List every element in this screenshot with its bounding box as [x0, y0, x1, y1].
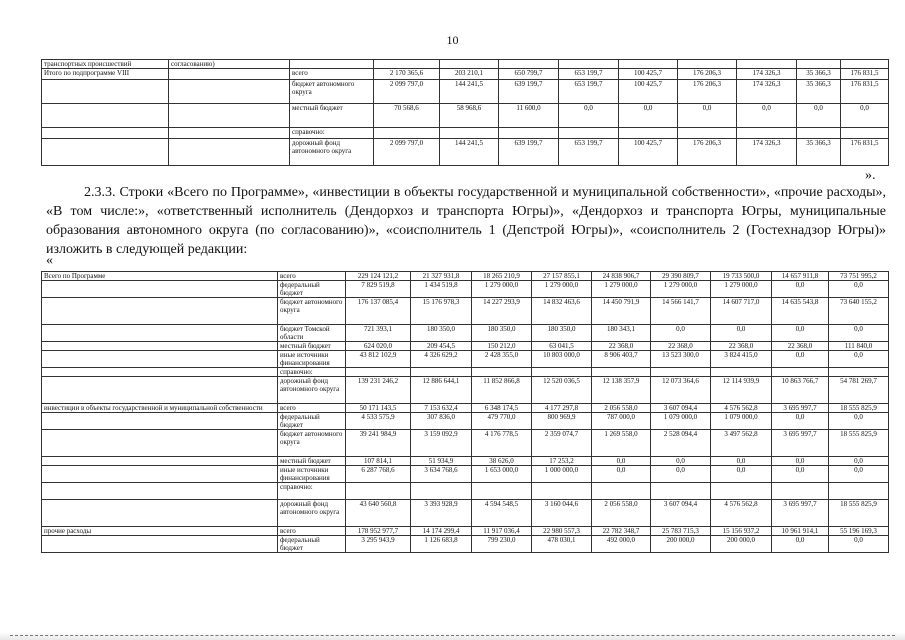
value-cell: 4 326 629,2	[411, 351, 472, 368]
value-cell: 3 695 997,7	[772, 430, 829, 457]
value-cell: 63 041,5	[532, 342, 592, 351]
value-cell: 73 751 995,2	[829, 272, 889, 281]
value-cell	[772, 483, 829, 500]
scan-bottom-edge	[0, 632, 905, 640]
value-cell: 200 000,0	[651, 536, 711, 553]
value-cell: 51 934,9	[411, 457, 472, 466]
value-cell	[737, 60, 797, 69]
funding-source-cell	[290, 60, 374, 69]
value-cell: 58 968,6	[440, 104, 499, 128]
value-cell	[829, 368, 889, 377]
value-cell: 1 279 000,0	[472, 281, 532, 298]
value-cell: 4 176 778,5	[472, 430, 532, 457]
value-cell: 0,0	[841, 104, 889, 128]
value-cell	[651, 483, 711, 500]
funding-source-cell: справочно:	[278, 483, 346, 500]
value-cell: 18 265 210,9	[472, 272, 532, 281]
row-note-cell: согласованию)	[169, 60, 290, 69]
value-cell	[559, 60, 619, 69]
row-title-cell	[42, 483, 278, 500]
value-cell: 3 497 562,8	[711, 430, 772, 457]
row-note-cell	[169, 104, 290, 128]
value-cell: 3 634 768,6	[411, 466, 472, 483]
value-cell: 6 287 768,6	[346, 466, 411, 483]
funding-source-cell: федеральный бюджет	[278, 281, 346, 298]
value-cell: 3 824 415,0	[711, 351, 772, 368]
funding-source-cell: дорожный фонд автономного округа	[278, 377, 346, 404]
value-cell: 176 831,5	[841, 69, 889, 80]
subprogram-viii-table	[41, 59, 889, 166]
value-cell	[841, 128, 889, 139]
row-title-cell	[42, 139, 169, 166]
value-cell: 3 607 094,4	[651, 404, 711, 413]
value-cell: 27 157 855,1	[532, 272, 592, 281]
value-cell	[346, 483, 411, 500]
value-cell: 1 279 000,0	[592, 281, 651, 298]
value-cell	[797, 60, 841, 69]
closing-quote: ».	[865, 168, 876, 183]
value-cell: 0,0	[772, 536, 829, 553]
value-cell: 0,0	[829, 281, 889, 298]
value-cell: 0,0	[619, 104, 678, 128]
value-cell: 176 206,3	[678, 69, 737, 80]
funding-source-cell: федеральный бюджет	[278, 413, 346, 430]
value-cell: 22 368,0	[711, 342, 772, 351]
value-cell: 107 814,1	[346, 457, 411, 466]
table-row	[42, 325, 889, 342]
value-cell: 229 124 121,2	[346, 272, 411, 281]
value-cell: 22 368,0	[651, 342, 711, 351]
value-cell	[411, 368, 472, 377]
value-cell	[440, 128, 499, 139]
value-cell: 0,0	[829, 536, 889, 553]
value-cell: 4 177 297,8	[532, 404, 592, 413]
value-cell: 4 576 562,8	[711, 500, 772, 527]
table-row	[42, 377, 889, 404]
value-cell: 2 428 355,0	[472, 351, 532, 368]
value-cell: 0,0	[772, 351, 829, 368]
value-cell: 0,0	[592, 466, 651, 483]
value-cell: 3 159 092,9	[411, 430, 472, 457]
value-cell: 1 434 519,8	[411, 281, 472, 298]
table-row	[42, 368, 889, 377]
value-cell: 100 425,7	[619, 139, 678, 166]
value-cell: 14 450 791,9	[592, 298, 651, 325]
value-cell: 0,0	[772, 413, 829, 430]
value-cell: 14 566 141,7	[651, 298, 711, 325]
value-cell: 1 279 000,0	[651, 281, 711, 298]
value-cell: 174 326,3	[737, 69, 797, 80]
value-cell	[711, 483, 772, 500]
value-cell: 8 906 403,7	[592, 351, 651, 368]
value-cell	[737, 128, 797, 139]
table-row	[42, 466, 889, 483]
funding-source-cell: местный бюджет	[278, 342, 346, 351]
value-cell	[346, 368, 411, 377]
value-cell	[711, 368, 772, 377]
value-cell: 0,0	[829, 457, 889, 466]
value-cell: 653 199,7	[559, 80, 619, 104]
value-cell	[619, 60, 678, 69]
table-row	[42, 483, 889, 500]
value-cell: 11 852 866,8	[472, 377, 532, 404]
value-cell: 0,0	[772, 325, 829, 342]
row-title-cell	[42, 128, 169, 139]
value-cell: 0,0	[592, 457, 651, 466]
funding-source-cell: бюджет автономного округа	[278, 298, 346, 325]
value-cell: 43 640 560,8	[346, 500, 411, 527]
table-row	[42, 500, 889, 527]
value-cell: 174 326,3	[737, 139, 797, 166]
table-row	[42, 404, 889, 413]
value-cell	[559, 128, 619, 139]
funding-source-cell: справочно:	[290, 128, 374, 139]
value-cell: 1 079 000,0	[651, 413, 711, 430]
value-cell: 2 056 558,0	[592, 404, 651, 413]
value-cell: 14 227 293,9	[472, 298, 532, 325]
value-cell: 176 831,5	[841, 80, 889, 104]
value-cell	[829, 483, 889, 500]
table-row	[42, 413, 889, 430]
value-cell: 14 832 463,6	[532, 298, 592, 325]
value-cell: 3 695 997,7	[772, 404, 829, 413]
value-cell: 0,0	[651, 457, 711, 466]
funding-source-cell: дорожный фонд автономного округа	[278, 500, 346, 527]
value-cell: 4 533 575,9	[346, 413, 411, 430]
table-row	[42, 272, 889, 281]
value-cell: 180 343,1	[592, 325, 651, 342]
table-row	[42, 298, 889, 325]
value-cell: 15 156 937,2	[711, 527, 772, 536]
value-cell: 100 425,7	[619, 80, 678, 104]
value-cell: 150 212,0	[472, 342, 532, 351]
funding-source-cell: всего	[290, 69, 374, 80]
value-cell: 13 523 300,0	[651, 351, 711, 368]
value-cell: 2 056 558,0	[592, 500, 651, 527]
value-cell: 2 170 365,6	[374, 69, 440, 80]
table-row	[42, 69, 889, 80]
row-title-cell	[42, 298, 278, 325]
value-cell: 4 576 562,8	[711, 404, 772, 413]
value-cell: 11 600,0	[499, 104, 559, 128]
value-cell: 21 327 931,8	[411, 272, 472, 281]
row-title-cell	[42, 413, 278, 430]
funding-source-cell: дорожный фонд автономного округа	[290, 139, 374, 166]
value-cell: 1 279 000,0	[711, 281, 772, 298]
funding-source-cell: всего	[278, 404, 346, 413]
page-number: 10	[446, 33, 459, 47]
row-title-cell	[42, 368, 278, 377]
value-cell: 176 206,3	[678, 80, 737, 104]
value-cell: 0,0	[772, 457, 829, 466]
row-title-cell	[42, 325, 278, 342]
value-cell: 0,0	[651, 466, 711, 483]
value-cell: 650 799,7	[499, 69, 559, 80]
value-cell: 12 114 939,9	[711, 377, 772, 404]
value-cell: 800 969,9	[532, 413, 592, 430]
table-row	[42, 351, 889, 368]
value-cell: 12 886 644,1	[411, 377, 472, 404]
value-cell: 10 803 000,0	[532, 351, 592, 368]
value-cell: 0,0	[678, 104, 737, 128]
value-cell: 12 073 364,6	[651, 377, 711, 404]
value-cell: 0,0	[772, 281, 829, 298]
value-cell: 7 829 519,8	[346, 281, 411, 298]
value-cell: 29 390 809,7	[651, 272, 711, 281]
value-cell: 6 348 174,5	[472, 404, 532, 413]
value-cell: 14 174 299,4	[411, 527, 472, 536]
value-cell: 1 126 683,8	[411, 536, 472, 553]
value-cell: 180 350,0	[411, 325, 472, 342]
value-cell: 0,0	[651, 325, 711, 342]
value-cell	[678, 60, 737, 69]
value-cell: 22 368,0	[772, 342, 829, 351]
value-cell	[532, 368, 592, 377]
table-row	[42, 457, 889, 466]
value-cell: 3 160 044,6	[532, 500, 592, 527]
value-cell: 2 099 797,0	[374, 80, 440, 104]
row-title-cell	[42, 457, 278, 466]
value-cell	[651, 368, 711, 377]
table-row	[42, 104, 889, 128]
value-cell: 624 020,0	[346, 342, 411, 351]
row-title-cell: инвестиции в объекты государственной и муниципальной собственности	[42, 404, 278, 413]
value-cell	[374, 60, 440, 69]
value-cell: 11 917 036,4	[472, 527, 532, 536]
row-note-cell	[169, 139, 290, 166]
value-cell: 1 269 558,0	[592, 430, 651, 457]
value-cell	[499, 128, 559, 139]
value-cell	[411, 483, 472, 500]
value-cell: 799 230,0	[472, 536, 532, 553]
value-cell: 639 199,7	[499, 139, 559, 166]
value-cell: 0,0	[772, 466, 829, 483]
value-cell: 203 210,1	[440, 69, 499, 80]
row-title-cell	[42, 281, 278, 298]
value-cell: 15 176 978,3	[411, 298, 472, 325]
value-cell: 73 640 155,2	[829, 298, 889, 325]
row-title-cell	[42, 351, 278, 368]
value-cell: 1 079 000,0	[711, 413, 772, 430]
table-row	[42, 281, 889, 298]
value-cell: 478 030,1	[532, 536, 592, 553]
value-cell: 2 528 094,4	[651, 430, 711, 457]
value-cell: 35 366,3	[797, 80, 841, 104]
value-cell: 180 350,0	[532, 325, 592, 342]
value-cell: 10 863 766,7	[772, 377, 829, 404]
row-title-cell	[42, 500, 278, 527]
value-cell: 55 196 169,3	[829, 527, 889, 536]
value-cell: 3 695 997,7	[772, 500, 829, 527]
value-cell: 307 836,0	[411, 413, 472, 430]
value-cell: 24 838 906,7	[592, 272, 651, 281]
value-cell: 50 171 143,5	[346, 404, 411, 413]
row-note-cell	[169, 128, 290, 139]
value-cell	[472, 483, 532, 500]
value-cell: 17 253,2	[532, 457, 592, 466]
value-cell	[592, 483, 651, 500]
value-cell: 1 279 000,0	[532, 281, 592, 298]
value-cell	[440, 60, 499, 69]
value-cell: 39 241 984,9	[346, 430, 411, 457]
value-cell: 100 425,7	[619, 69, 678, 80]
row-title-cell: транспортных происшествий	[42, 60, 169, 69]
value-cell: 3 393 928,9	[411, 500, 472, 527]
value-cell: 22 980 557,3	[532, 527, 592, 536]
value-cell: 0,0	[829, 351, 889, 368]
value-cell: 176 206,3	[678, 139, 737, 166]
value-cell: 38 626,0	[472, 457, 532, 466]
funding-source-cell: справочно:	[278, 368, 346, 377]
funding-source-cell: бюджет автономного округа	[278, 430, 346, 457]
table-row	[42, 527, 889, 536]
value-cell: 0,0	[797, 104, 841, 128]
value-cell: 2 099 797,0	[374, 139, 440, 166]
value-cell: 479 770,0	[472, 413, 532, 430]
value-cell: 4 594 548,5	[472, 500, 532, 527]
table-row	[42, 128, 889, 139]
value-cell: 18 555 825,9	[829, 500, 889, 527]
value-cell	[499, 60, 559, 69]
value-cell: 1 000 000,0	[532, 466, 592, 483]
value-cell	[772, 368, 829, 377]
row-title-cell: Всего по Программе	[42, 272, 278, 281]
value-cell: 22 368,0	[592, 342, 651, 351]
funding-source-cell: иные источники финансирования	[278, 351, 346, 368]
value-cell	[472, 368, 532, 377]
value-cell: 18 555 825,9	[829, 430, 889, 457]
value-cell: 787 000,0	[592, 413, 651, 430]
value-cell: 174 326,3	[737, 80, 797, 104]
value-cell: 43 812 102,9	[346, 351, 411, 368]
row-title-cell	[42, 377, 278, 404]
value-cell: 0,0	[559, 104, 619, 128]
value-cell	[374, 128, 440, 139]
value-cell: 10 961 914,1	[772, 527, 829, 536]
row-title-cell: Итого по подпрограмме VIII	[42, 69, 169, 80]
row-title-cell	[42, 104, 169, 128]
table-row	[42, 430, 889, 457]
value-cell: 0,0	[737, 104, 797, 128]
value-cell: 180 350,0	[472, 325, 532, 342]
value-cell: 0,0	[829, 325, 889, 342]
funding-source-cell: местный бюджет	[278, 457, 346, 466]
value-cell: 1 653 000,0	[472, 466, 532, 483]
value-cell: 22 782 348,7	[592, 527, 651, 536]
row-title-cell	[42, 466, 278, 483]
value-cell	[841, 60, 889, 69]
value-cell: 0,0	[829, 413, 889, 430]
value-cell: 14 607 717,0	[711, 298, 772, 325]
row-note-cell	[169, 80, 290, 104]
funding-source-cell: всего	[278, 527, 346, 536]
value-cell: 176 831,5	[841, 139, 889, 166]
funding-source-cell: федеральный бюджет	[278, 536, 346, 553]
row-title-cell	[42, 342, 278, 351]
funding-source-cell: бюджет Томской области	[278, 325, 346, 342]
value-cell: 14 635 543,8	[772, 298, 829, 325]
value-cell: 25 783 715,3	[651, 527, 711, 536]
value-cell: 139 231 246,2	[346, 377, 411, 404]
value-cell: 12 520 036,5	[532, 377, 592, 404]
value-cell: 14 657 911,8	[772, 272, 829, 281]
funding-source-cell: всего	[278, 272, 346, 281]
value-cell: 0,0	[711, 457, 772, 466]
amendment-paragraph: 2.3.3. Строки «Всего по Программе», «инвестиции в объекты государственной и муниципальной собственности», «прочие расходы», «В том числе:», «ответственный исполнитель (Дендорхоз и транспорта Югры)», «Дендорхоз и транспорта Югры, муниципальные образования автономного округа (по согласованию)», «соисполнитель 1 (Депстрой Югры)», «соисполнитель 2 (Гостехнадзор Югры)» изложить в следующей редакции:	[46, 185, 886, 257]
funding-source-cell: бюджет автономного округа	[290, 80, 374, 104]
value-cell: 639 199,7	[499, 80, 559, 104]
value-cell: 144 241,5	[440, 139, 499, 166]
funding-source-cell: иные источники финансирования	[278, 466, 346, 483]
value-cell: 653 199,7	[559, 69, 619, 80]
table-row	[42, 536, 889, 553]
value-cell: 492 000,0	[592, 536, 651, 553]
value-cell: 0,0	[711, 466, 772, 483]
value-cell: 18 555 825,9	[829, 404, 889, 413]
value-cell	[592, 368, 651, 377]
value-cell	[532, 483, 592, 500]
table-row	[42, 139, 889, 166]
row-title-cell: прочие расходы	[42, 527, 278, 536]
value-cell: 7 153 632,4	[411, 404, 472, 413]
table-row	[42, 80, 889, 104]
value-cell	[678, 128, 737, 139]
value-cell: 3 295 943,9	[346, 536, 411, 553]
value-cell: 721 393,1	[346, 325, 411, 342]
value-cell: 178 952 977,7	[346, 527, 411, 536]
value-cell	[619, 128, 678, 139]
value-cell: 653 199,7	[559, 139, 619, 166]
table-row	[42, 60, 889, 69]
value-cell: 3 607 094,4	[651, 500, 711, 527]
table-row	[42, 342, 889, 351]
row-title-cell	[42, 80, 169, 104]
funding-source-cell: местный бюджет	[290, 104, 374, 128]
value-cell: 54 781 269,7	[829, 377, 889, 404]
value-cell: 70 568,6	[374, 104, 440, 128]
value-cell: 144 241,5	[440, 80, 499, 104]
value-cell: 35 366,3	[797, 139, 841, 166]
value-cell: 0,0	[829, 466, 889, 483]
value-cell: 0,0	[711, 325, 772, 342]
value-cell: 111 840,0	[829, 342, 889, 351]
row-title-cell	[42, 536, 278, 553]
value-cell: 19 733 500,0	[711, 272, 772, 281]
value-cell: 200 000,0	[711, 536, 772, 553]
opening-quote: «	[46, 253, 53, 268]
row-note-cell	[169, 69, 290, 80]
value-cell: 12 138 357,9	[592, 377, 651, 404]
value-cell: 2 359 074,7	[532, 430, 592, 457]
program-totals-table	[41, 271, 889, 553]
value-cell: 35 366,3	[797, 69, 841, 80]
value-cell	[797, 128, 841, 139]
value-cell: 176 137 085,4	[346, 298, 411, 325]
value-cell: 209 454,5	[411, 342, 472, 351]
row-title-cell	[42, 430, 278, 457]
